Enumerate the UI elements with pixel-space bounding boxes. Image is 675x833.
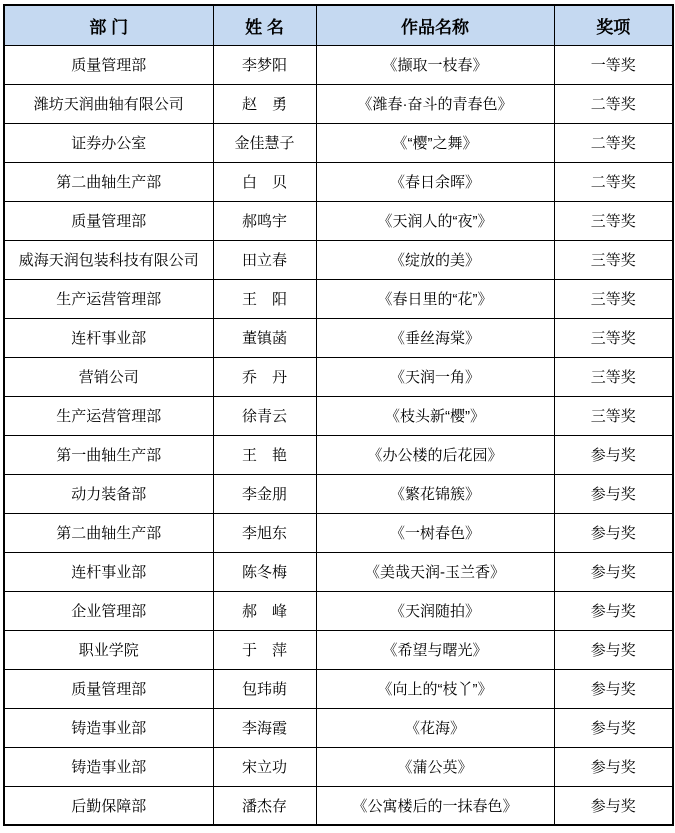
- cell-award: 参与奖: [554, 708, 673, 747]
- cell-award: 参与奖: [554, 474, 673, 513]
- cell-work: 《繁花锦簇》: [316, 474, 554, 513]
- cell-award: 参与奖: [554, 552, 673, 591]
- column-header-name: 姓 名: [213, 5, 316, 45]
- cell-award: 参与奖: [554, 435, 673, 474]
- cell-award: 二等奖: [554, 84, 673, 123]
- cell-work: 《潍春·奋斗的青春色》: [316, 84, 554, 123]
- table-row: [4, 747, 673, 786]
- cell-award: 三等奖: [554, 357, 673, 396]
- table-row: [4, 123, 673, 162]
- table-row: [4, 201, 673, 240]
- cell-department: 生产运营管理部: [4, 396, 213, 435]
- cell-department: 铸造事业部: [4, 747, 213, 786]
- cell-award: 三等奖: [554, 318, 673, 357]
- cell-name: 田立春: [213, 240, 316, 279]
- cell-name: 李旭东: [213, 513, 316, 552]
- cell-name: 金佳慧子: [213, 123, 316, 162]
- cell-award: 参与奖: [554, 513, 673, 552]
- column-header-department: 部 门: [4, 5, 213, 45]
- table-row: [4, 45, 673, 84]
- column-header-award: 奖项: [554, 5, 673, 45]
- cell-name: 徐青云: [213, 396, 316, 435]
- cell-department: 证券办公室: [4, 123, 213, 162]
- cell-work: 《“樱”之舞》: [316, 123, 554, 162]
- cell-name: 王 艳: [213, 435, 316, 474]
- cell-work: 《撷取一枝春》: [316, 45, 554, 84]
- cell-work: 《蒲公英》: [316, 747, 554, 786]
- cell-work: 《枝头新“樱”》: [316, 396, 554, 435]
- cell-name: 于 萍: [213, 630, 316, 669]
- cell-work: 《一树春色》: [316, 513, 554, 552]
- cell-work: 《春日余晖》: [316, 162, 554, 201]
- table-row: [4, 552, 673, 591]
- cell-name: 李金朋: [213, 474, 316, 513]
- cell-department: 连杆事业部: [4, 552, 213, 591]
- table-row: [4, 162, 673, 201]
- cell-work: 《希望与曙光》: [316, 630, 554, 669]
- cell-department: 质量管理部: [4, 669, 213, 708]
- cell-award: 三等奖: [554, 240, 673, 279]
- cell-name: 李海霞: [213, 708, 316, 747]
- table-row: [4, 669, 673, 708]
- table-row: [4, 591, 673, 630]
- table-header: [4, 5, 673, 45]
- cell-award: 参与奖: [554, 669, 673, 708]
- cell-department: 生产运营管理部: [4, 279, 213, 318]
- cell-department: 营销公司: [4, 357, 213, 396]
- column-header-work: 作品名称: [316, 5, 554, 45]
- table-row: [4, 84, 673, 123]
- cell-department: 连杆事业部: [4, 318, 213, 357]
- cell-name: 白 贝: [213, 162, 316, 201]
- cell-award: 二等奖: [554, 123, 673, 162]
- cell-award: 参与奖: [554, 591, 673, 630]
- cell-work: 《春日里的“花”》: [316, 279, 554, 318]
- cell-work: 《天润人的“夜”》: [316, 201, 554, 240]
- table-row: [4, 513, 673, 552]
- table-row: [4, 318, 673, 357]
- table-row: [4, 474, 673, 513]
- cell-work: 《绽放的美》: [316, 240, 554, 279]
- cell-work: 《公寓楼后的一抹春色》: [316, 786, 554, 825]
- cell-work: 《办公楼的后花园》: [316, 435, 554, 474]
- header-row: [4, 5, 673, 45]
- cell-work: 《天润随拍》: [316, 591, 554, 630]
- table-row: [4, 357, 673, 396]
- cell-department: 铸造事业部: [4, 708, 213, 747]
- cell-award: 三等奖: [554, 279, 673, 318]
- cell-name: 李梦阳: [213, 45, 316, 84]
- cell-name: 陈冬梅: [213, 552, 316, 591]
- cell-department: 威海天润包装科技有限公司: [4, 240, 213, 279]
- cell-award: 参与奖: [554, 747, 673, 786]
- cell-work: 《花海》: [316, 708, 554, 747]
- table-row: [4, 708, 673, 747]
- cell-department: 质量管理部: [4, 45, 213, 84]
- cell-award: 三等奖: [554, 396, 673, 435]
- cell-department: 质量管理部: [4, 201, 213, 240]
- cell-department: 第二曲轴生产部: [4, 162, 213, 201]
- cell-award: 参与奖: [554, 630, 673, 669]
- table-row: [4, 279, 673, 318]
- cell-name: 潘杰存: [213, 786, 316, 825]
- cell-work: 《美哉天润-玉兰香》: [316, 552, 554, 591]
- cell-work: 《垂丝海棠》: [316, 318, 554, 357]
- cell-department: 后勤保障部: [4, 786, 213, 825]
- cell-name: 包玮萌: [213, 669, 316, 708]
- cell-department: 潍坊天润曲轴有限公司: [4, 84, 213, 123]
- table-row: [4, 396, 673, 435]
- table-row: [4, 240, 673, 279]
- cell-name: 郝鸣宇: [213, 201, 316, 240]
- table-row: [4, 786, 673, 825]
- cell-name: 宋立功: [213, 747, 316, 786]
- cell-department: 职业学院: [4, 630, 213, 669]
- table-body: [4, 45, 673, 825]
- cell-name: 郝 峰: [213, 591, 316, 630]
- cell-award: 参与奖: [554, 786, 673, 825]
- table-row: [4, 435, 673, 474]
- cell-name: 赵 勇: [213, 84, 316, 123]
- cell-award: 二等奖: [554, 162, 673, 201]
- cell-award: 一等奖: [554, 45, 673, 84]
- cell-department: 第一曲轴生产部: [4, 435, 213, 474]
- cell-department: 动力装备部: [4, 474, 213, 513]
- cell-work: 《天润一角》: [316, 357, 554, 396]
- cell-department: 企业管理部: [4, 591, 213, 630]
- table-row: [4, 630, 673, 669]
- cell-name: 王 阳: [213, 279, 316, 318]
- cell-award: 三等奖: [554, 201, 673, 240]
- awards-table: [3, 4, 674, 826]
- cell-name: 乔 丹: [213, 357, 316, 396]
- cell-department: 第二曲轴生产部: [4, 513, 213, 552]
- cell-work: 《向上的“枝丫”》: [316, 669, 554, 708]
- cell-name: 董镇菡: [213, 318, 316, 357]
